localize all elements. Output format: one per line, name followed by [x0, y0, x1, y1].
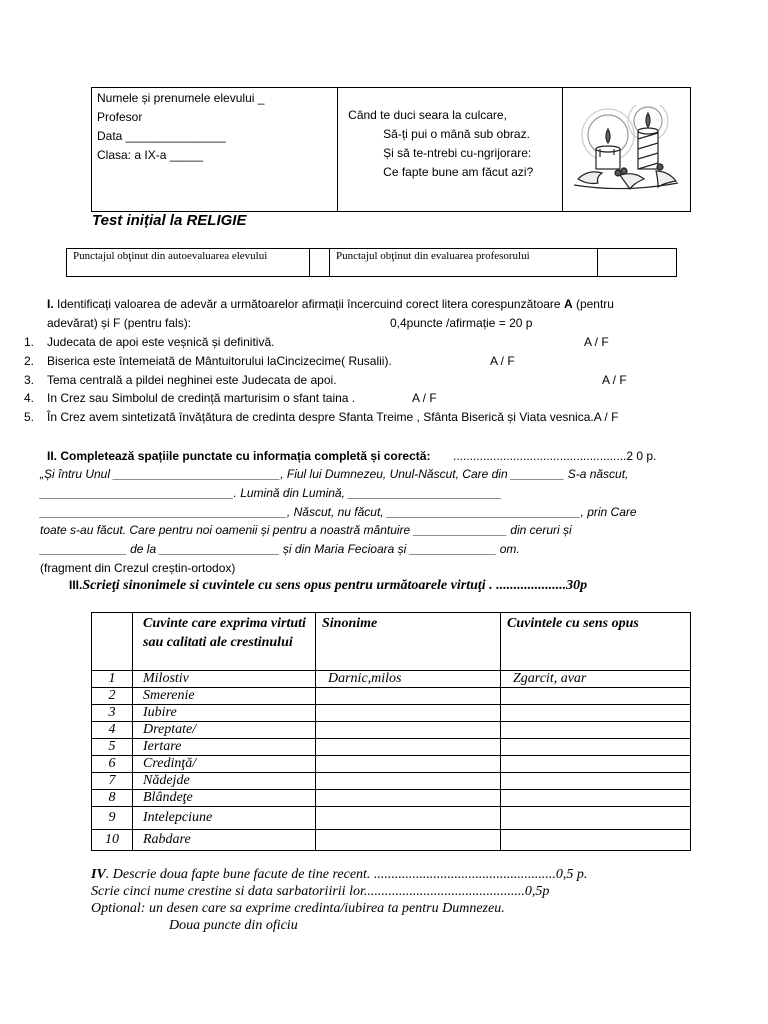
creed-line: „Și întru Unul _________________________, Fiul lui Dumnezeu, Unul-Născut, Care din ________ S-a născut, — [40, 467, 629, 481]
row-opposite[interactable] — [501, 705, 691, 722]
teacher-field: Profesor — [97, 110, 143, 124]
row-number: 8 — [92, 790, 133, 807]
item-text-main: În Crez avem sintetizată învățătura de credinta despre Sfanta Treime , Sfânta Biserică și Viata vesnica. — [47, 410, 594, 424]
row-number: 10 — [92, 830, 133, 851]
section4-line1 — [91, 867, 587, 883]
row-number: 6 — [92, 756, 133, 773]
class-field: Clasa: a IX-a _____ — [97, 148, 204, 162]
item-af: A / F — [602, 373, 627, 387]
creed-line: toate s-au făcut. Care pentru noi oamenii și pentru a noastră mântuire ______________ din ceruri și — [40, 523, 572, 537]
row-word: Iertare — [133, 739, 316, 756]
date-field: Data _______________ — [97, 129, 226, 143]
row-synonym[interactable] — [316, 790, 501, 807]
header-synonyms: Sinonime — [316, 613, 501, 671]
section4-line3: Optional: un desen care sa exprime credinta/iubirea ta pentru Dumnezeu. — [91, 901, 505, 916]
section1-number: I. — [47, 297, 54, 311]
self-score-label: Punctajul obţinut din autoevaluarea elevului — [67, 249, 310, 277]
row-opposite[interactable] — [501, 773, 691, 790]
section4-number: IV — [91, 867, 106, 882]
row-word: Milostiv — [133, 671, 316, 688]
teacher-score-box — [598, 249, 677, 277]
section1-intro — [47, 297, 614, 311]
item-number: 4. — [24, 391, 35, 405]
item-af: A / F — [490, 354, 515, 368]
section1-intro-2: adevărat) și F (pentru fals): — [47, 316, 192, 330]
row-word: Smerenie — [133, 688, 316, 705]
row-synonym[interactable] — [316, 756, 501, 773]
table-header-row — [92, 613, 691, 671]
header-virtues: Cuvinte care exprima virtuti sau calitati ale crestinului — [133, 613, 316, 671]
table-row — [92, 756, 691, 773]
row-word: Nădejde — [133, 773, 316, 790]
row-word: Intelepciune — [133, 807, 316, 830]
section3-title-text: Scrieţi sinonimele si cuvintele cu sens opus pentru următoarele virtuţi . ....................30p — [82, 578, 588, 593]
row-synonym[interactable] — [316, 739, 501, 756]
row-synonym[interactable] — [316, 688, 501, 705]
section3-number: III. — [69, 578, 83, 592]
row-opposite[interactable] — [501, 756, 691, 773]
header-number-cell — [92, 613, 133, 671]
item-text: In Crez sau Simbolul de credință marturisim o sfant taina . — [47, 391, 356, 405]
section4-line4: Doua puncte din oficiu — [169, 918, 298, 933]
header-opposites: Cuvintele cu sens opus — [501, 613, 691, 671]
table-row — [92, 688, 691, 705]
row-opposite[interactable] — [501, 688, 691, 705]
table-row — [92, 722, 691, 739]
table-row — [92, 773, 691, 790]
section1-bold-a: A — [563, 297, 573, 311]
row-word: Credinţă/ — [133, 756, 316, 773]
row-synonym[interactable] — [316, 705, 501, 722]
row-number: 2 — [92, 688, 133, 705]
score-table — [66, 248, 677, 277]
row-synonym[interactable] — [316, 722, 501, 739]
header-table — [91, 87, 691, 212]
poem-cell — [338, 88, 563, 212]
row-synonym[interactable]: Darnic,milos — [316, 671, 501, 688]
item-af: A / F — [584, 335, 609, 349]
table-row — [92, 807, 691, 830]
row-synonym[interactable] — [316, 807, 501, 830]
table-row — [92, 671, 691, 688]
poem-line: Să-ți pui o mână sub obraz. — [383, 127, 530, 141]
item-af: A / F — [593, 410, 619, 424]
item-number: 2. — [24, 354, 35, 368]
row-synonym[interactable] — [316, 830, 501, 851]
item-text: Biserica este întemeiată de Mântuitorului laCincizecime( Rusalii). — [47, 354, 392, 368]
virtues-table — [91, 612, 691, 851]
section4-line1-text: . Descrie doua fapte bune facute de tine recent. ....................................................0,5 p. — [105, 867, 588, 882]
student-info-cell — [92, 88, 338, 212]
item-number: 3. — [24, 373, 35, 387]
table-row — [92, 830, 691, 851]
teacher-score-label: Punctajul obţinut din evaluarea profesorului — [330, 249, 598, 277]
section2-title — [47, 449, 430, 463]
section1-intro-tail: (pentru — [572, 297, 614, 311]
item-af: A / F — [412, 391, 437, 405]
row-number: 9 — [92, 807, 133, 830]
student-name-field: Numele și prenumele elevului _ — [97, 91, 265, 105]
table-row — [92, 790, 691, 807]
item-text: Tema centrală a pildei neghinei este Judecata de apoi. — [47, 373, 337, 387]
section1-intro-text: Identificați valoarea de adevăr a următoarelor afirmații încercuind corect litera corespunzătoare — [53, 297, 564, 311]
row-number: 1 — [92, 671, 133, 688]
poem-line: Ce fapte bune am făcut azi? — [383, 165, 534, 179]
row-opposite[interactable] — [501, 790, 691, 807]
row-word: Blândeţe — [133, 790, 316, 807]
section2-points: ....................................................2 0 p. — [453, 449, 657, 463]
row-number: 3 — [92, 705, 133, 722]
poem-line: Când te duci seara la culcare, — [348, 108, 507, 122]
row-word: Dreptate/ — [133, 722, 316, 739]
row-number: 4 — [92, 722, 133, 739]
item-text — [47, 410, 618, 424]
row-opposite[interactable] — [501, 807, 691, 830]
row-number: 5 — [92, 739, 133, 756]
item-text: Judecata de apoi este veșnică și definitivă. — [47, 335, 275, 349]
poem-line: Și să te-ntrebi cu-ngrijorare: — [383, 146, 532, 160]
creed-source: (fragment din Crezul creștin-ortodox) — [40, 561, 236, 575]
self-score-box — [310, 249, 330, 277]
section2-title-text: II. Completează spațiile punctate cu informația completă și corectă: — [47, 449, 431, 463]
item-number: 1. — [24, 335, 35, 349]
table-row — [92, 739, 691, 756]
row-synonym[interactable] — [316, 773, 501, 790]
item-number: 5. — [24, 410, 35, 424]
creed-line: _____________________________________, Născut, nu făcut, _____________________________, prin Care — [40, 505, 637, 519]
section4-line2: Scrie cinci nume crestine si data sarbatoriirii lor..............................................0,5p — [91, 884, 550, 899]
creed-line: _____________________________. Lumină din Lumină, _______________________ — [40, 486, 502, 500]
creed-line: _____________ de la __________________ și din Maria Fecioara și _____________ om. — [40, 542, 520, 556]
row-opposite[interactable] — [501, 830, 691, 851]
row-opposite[interactable] — [501, 739, 691, 756]
table-row — [92, 705, 691, 722]
page-title: Test inițial la RELIGIE — [92, 212, 247, 229]
row-opposite[interactable]: Zgarcit, avar — [501, 671, 691, 688]
row-opposite[interactable] — [501, 722, 691, 739]
row-word: Iubire — [133, 705, 316, 722]
section3-title — [69, 578, 587, 594]
row-word: Rabdare — [133, 830, 316, 851]
row-number: 7 — [92, 773, 133, 790]
section1-points: 0,4puncte /afirmație = 20 p — [390, 316, 533, 330]
candles-icon — [570, 105, 682, 191]
image-cell — [562, 88, 690, 212]
